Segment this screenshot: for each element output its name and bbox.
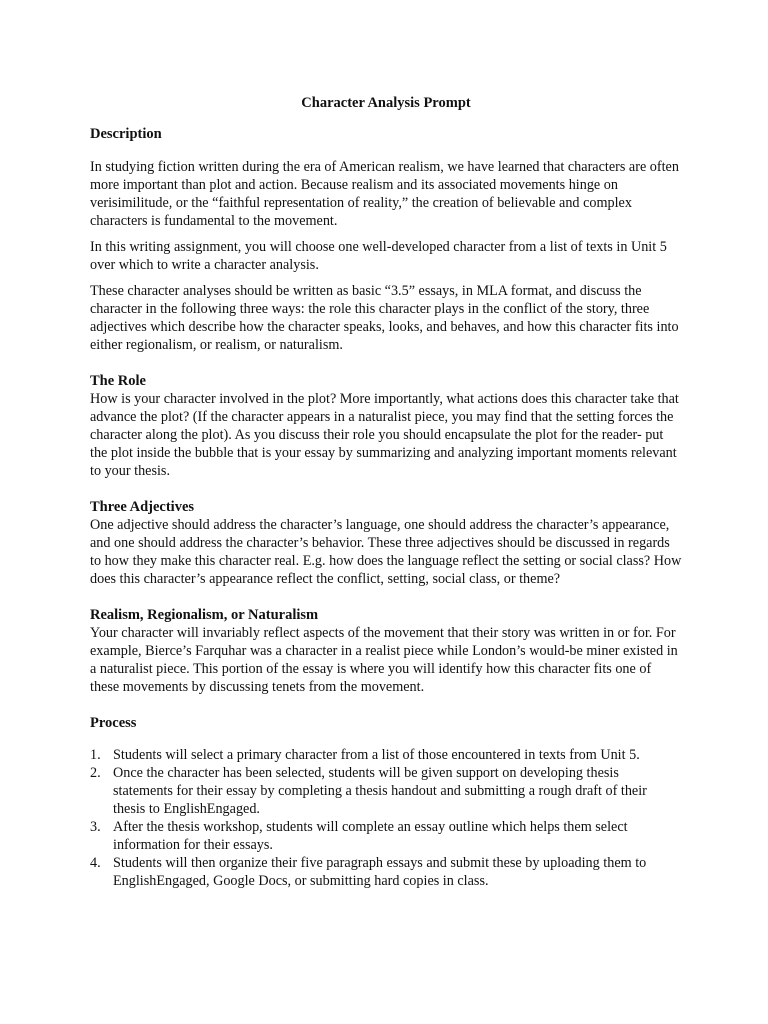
document-page — [90, 94, 682, 890]
description-paragraph-2: In this writing assignment, you will choose one well-developed character from a list of texts in Unit 5 over which to write a character analysis. — [90, 239, 667, 273]
process-step-number: 1. — [90, 747, 101, 763]
movement-heading: Realism, Regionalism, or Naturalism — [90, 607, 319, 623]
process-step-number: 3. — [90, 819, 101, 835]
process-step-number: 4. — [90, 855, 101, 871]
process-heading: Process — [90, 715, 137, 731]
adjectives-text: One adjective should address the character’s language, one should address the character’s appearance, and one should address the character’s behavior. These three adjectives should be discussed in regards to how they make this character real. E.g. how does the language reflect the setting or social class? How does this character’s appearance reflect the conflict, setting, social class, or theme? — [90, 517, 682, 587]
process-step-number: 2. — [90, 765, 101, 781]
process-step-text: Students will select a primary character from a list of those encountered in texts from Unit 5. — [113, 747, 640, 763]
role-section — [90, 372, 682, 480]
role-heading: The Role — [90, 373, 146, 389]
process-step — [90, 854, 682, 890]
adjectives-section — [90, 498, 682, 588]
description-paragraph-3: These character analyses should be written as basic “3.5” essays, in MLA format, and discuss the character in the following three ways: the role this character plays in the conflict of the story, three adjectives which describe how the character speaks, looks, and behaves, and how this character fits into either regionalism, or realism, or naturalism. — [90, 283, 679, 353]
process-step — [90, 818, 682, 854]
process-step-text: Once the character has been selected, students will be given support on developing thesis statements for their essay by completing a thesis handout and submitting a rough draft of their thesis to EnglishEngaged. — [113, 765, 647, 817]
movement-text: Your character will invariably reflect aspects of the movement that their story was written in or for. For example, Bierce’s Farquhar was a character in a realist piece while London’s would-be miner existed in a naturalist piece. This portion of the essay is where you will identify how this character fits one of these movements by discussing tenets from the movement. — [90, 625, 678, 695]
process-list — [90, 746, 682, 890]
document-title: Character Analysis Prompt — [301, 95, 471, 111]
description-heading: Description — [90, 126, 162, 142]
process-step-text: After the thesis workshop, students will complete an essay outline which helps them select information for their essays. — [113, 819, 628, 853]
process-step-text: Students will then organize their five paragraph essays and submit these by uploading them to EnglishEngaged, Google Docs, or submitting hard copies in class. — [113, 855, 647, 889]
process-step — [90, 764, 682, 818]
role-text: How is your character involved in the plot? More importantly, what actions does this character take that advance the plot? (If the character appears in a naturalist piece, you may find that the setting forces the character along the plot). As you discuss their role you should encapsulate the plot for the reader- put the plot inside the bubble that is your essay by summarizing and analyzing important moments relevant to your thesis. — [90, 391, 679, 479]
movement-section — [90, 606, 682, 696]
adjectives-heading: Three Adjectives — [90, 499, 195, 515]
process-step — [90, 746, 682, 764]
description-paragraph-1: In studying fiction written during the era of American realism, we have learned that characters are often more important than plot and action. Because realism and its associated movements hinge on verisimilitude, or the “faithful representation of reality,” the creation of believable and complex characters is fundamental to the movement. — [90, 159, 679, 229]
